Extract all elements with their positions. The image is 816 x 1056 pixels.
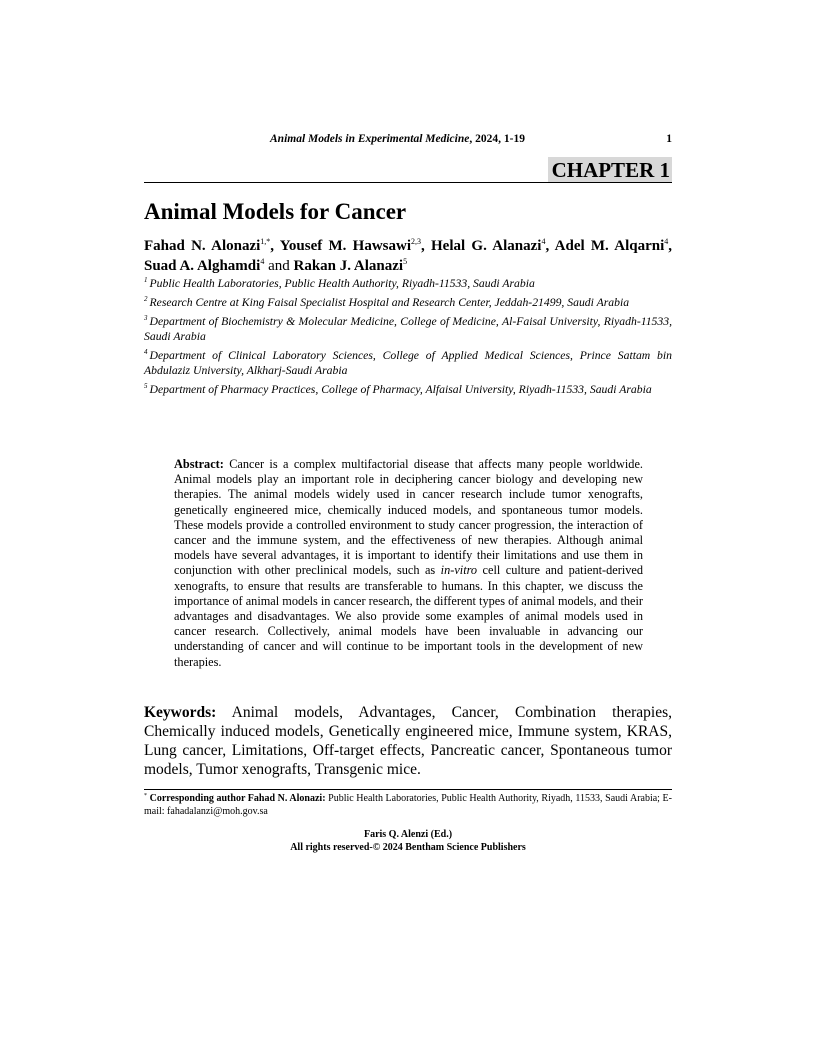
- corresponding-author-footnote: [144, 793, 672, 818]
- affiliation: $^1$ Public Health Laboratories, Public Health Authority, Riyadh-11533, Saudi Arabia: [144, 276, 535, 290]
- footnote-divider: [144, 789, 672, 790]
- affiliation: $^5$ Department of Pharmacy Practices, College of Pharmacy, Alfaisal University, Riyadh-11533, Saudi Arabia: [144, 382, 652, 397]
- author: Rakan J. Alanazi$^5$: [293, 257, 408, 274]
- page-number: 1: [666, 133, 672, 145]
- affiliation: $^3$ Department of Biochemistry & Molecular Medicine, College of Medicine, Al-Faisal University, Riyadh-11533, Saudi Arabia: [144, 313, 672, 344]
- rights-line: All rights reserved-© 2024 Bentham Science Publishers: [290, 842, 526, 853]
- footnote-marker: *: [144, 793, 147, 799]
- footnote-label: Corresponding author Fahad N. Alonazi:: [149, 793, 326, 804]
- author: Yousef M. Hawsawi$^{2,3}$: [279, 237, 421, 254]
- keywords-text: Animal models, Advantages, Cancer, Combination therapies, Chemically induced models, Genetically engineered mice, Immune system, KRAS, Lung cancer, Limitations, Off-target effects, Pancreatic cancer, Spontaneous tumor models, Tumor xenografts, Transgenic mice.: [144, 704, 672, 778]
- affiliations: [144, 276, 672, 401]
- author: Suad A. Alghamdi$^4$: [144, 257, 265, 274]
- chapter-divider: [144, 182, 672, 183]
- chapter-title: Animal Models for Cancer: [144, 199, 407, 224]
- publisher-info: [144, 828, 672, 854]
- author-conjunction: and: [268, 258, 290, 274]
- affiliation: $^4$ Department of Clinical Laboratory Sciences, College of Applied Medical Sciences, Prince Sattam bin Abdulaziz University, Alkharj-Saudi Arabia: [144, 347, 672, 378]
- author-list: Fahad N. Alonazi$^{1,*}$, Yousef M. Hawsawi$^{2,3}$, Helal G. Alanazi$^4$, Adel M. Alqarni$^4$, Suad A. Alghamdi$^4$ and Rakan J. Alanazi$^5$: [144, 237, 672, 274]
- journal-name: Animal Models in Experimental Medicine: [270, 133, 470, 145]
- abstract-label: Abstract:: [174, 457, 224, 471]
- keywords: [144, 703, 672, 779]
- keywords-label: Keywords:: [144, 704, 217, 721]
- editor-line: Faris Q. Alenzi (Ed.): [363, 829, 453, 840]
- footnote-text: Public Health Laboratories, Public Health Authority, Riyadh, 11533, Saudi Arabia; E-mail: fahadalanzi@moh.gov.sa: [144, 793, 672, 817]
- journal-citation: [270, 133, 525, 145]
- author: Fahad N. Alonazi$^{1,*}$: [144, 237, 271, 254]
- abstract-italic-term: in-vitro: [440, 563, 478, 578]
- abstract: [174, 457, 643, 670]
- running-head: [144, 133, 672, 149]
- abstract-text-continued: cell culture and patient-derived xenografts, to ensure that results are transferable to humans. In this chapter, we discuss the importance of animal models in cancer research, the different types of animal models, and their advantages and disadvantages. We also provide some examples of animal models used in cancer research. Collectively, animal models have been invaluable in advancing our understanding of cancer and will continue to be important tools in the development of new therapies.: [174, 563, 643, 669]
- journal-details: , 2024, 1-19: [469, 133, 525, 145]
- chapter-label: CHAPTER 1: [548, 157, 672, 182]
- author: Helal G. Alanazi$^4$: [431, 237, 546, 254]
- author: Adel M. Alqarni$^4$: [554, 237, 669, 254]
- affiliation: $^2$ Research Centre at King Faisal Specialist Hospital and Research Center, Jeddah-21499, Saudi Arabia: [144, 294, 630, 309]
- abstract-text: Cancer is a complex multifactorial disease that affects many people worldwide. Animal models play an important role in deciphering cancer biology and developing new therapies. The animal models widely used in cancer research include tumor xenografts, genetically engineered mice, chemically induced models, and spontaneous tumor models. These models provide a controlled environment to study cancer progression, the interaction of cancer and the immune system, and the effectiveness of new therapies. Although animal models have several advantages, it is important to identify their limitations and use them in conjunction with other preclinical models, such as: [174, 457, 643, 578]
